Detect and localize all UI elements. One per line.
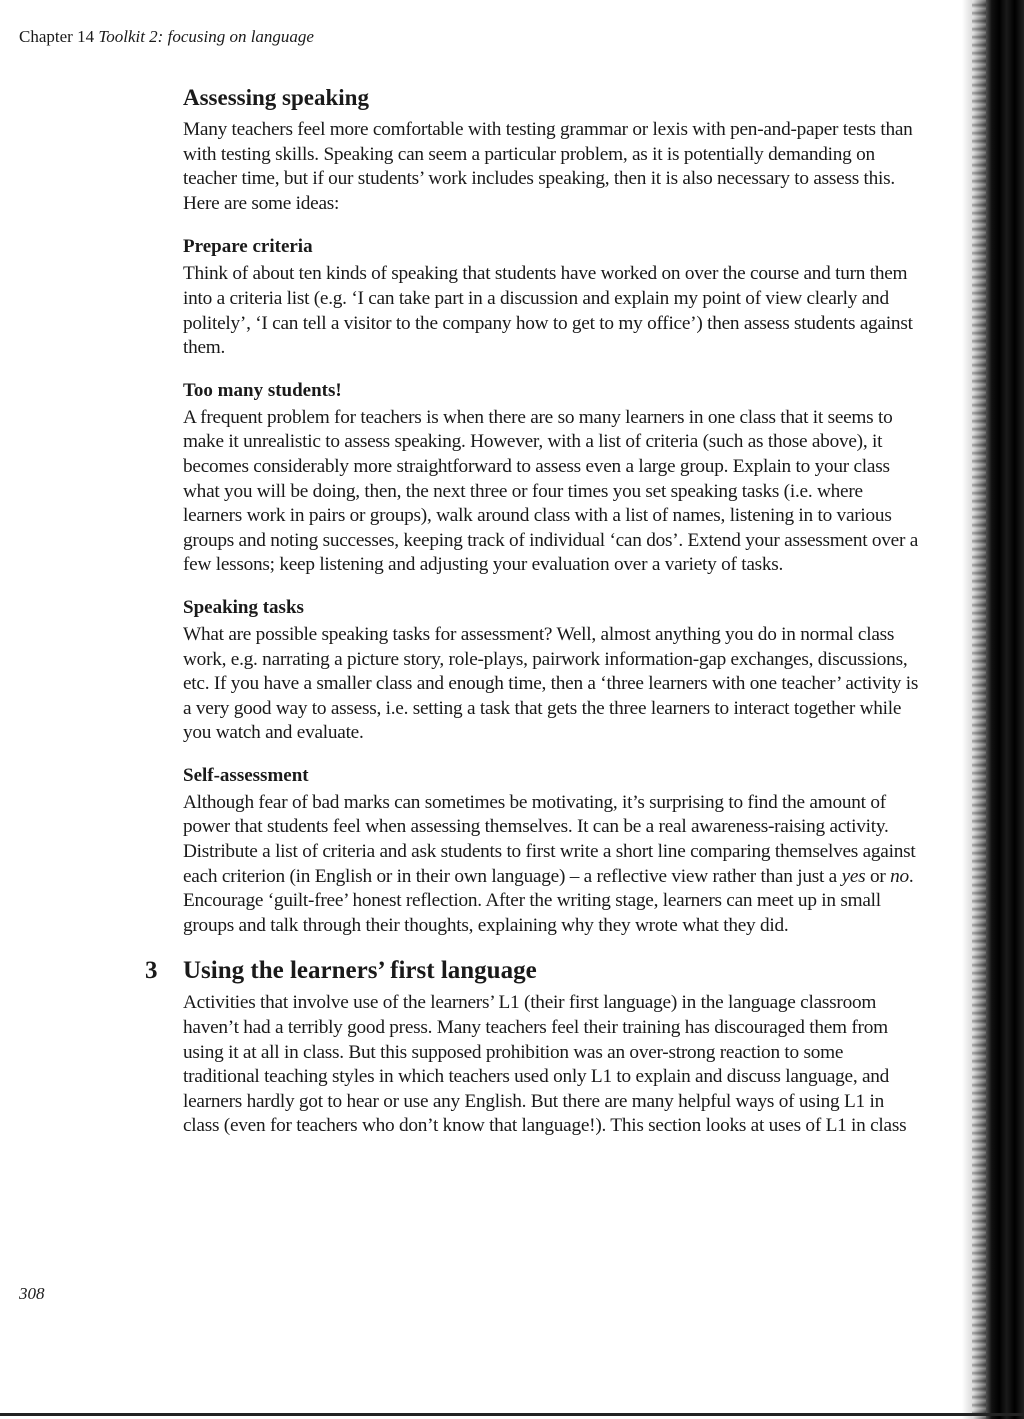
- section-3: [145, 956, 923, 1139]
- prepare-criteria-paragraph: Think of about ten kinds of speaking that students have worked on over the course and turn them into a criteria list (e.g. ‘I can take part in a discussion and explain my point of view clearly and politely’, ‘I can tell a visitor to the company how to get to my office’) then assess students against them.: [183, 263, 913, 359]
- self-assessment-text-start: Although fear of bad marks can sometimes be motivating, it’s surprising to find the amount of power that students feel when assessing themselves. It can be a real awareness-raising activity. Distribute a list of criteria and ask students to first write a short line comparing themselves against each criterion (in English or in their own language) – a reflective view rather than just a: [183, 791, 916, 887]
- section-3-title: Using the learners’ first language: [183, 957, 537, 985]
- self-assessment-text-end: . Encourage ‘guilt-free’ honest reflection. After the writing stage, learners can meet up in small groups and talk through their thoughts, explaining why they wrote what they did.: [183, 865, 914, 936]
- section-number: 3: [145, 957, 158, 985]
- or-connector: or: [865, 865, 891, 887]
- no-emphasis: no: [890, 865, 909, 887]
- toolkit-title: Toolkit 2: focusing on language: [98, 27, 314, 46]
- self-assessment-paragraph: [183, 791, 923, 939]
- yes-emphasis: yes: [841, 865, 866, 887]
- binding-texture: [972, 0, 986, 1419]
- speaking-tasks-heading: Speaking tasks: [183, 596, 304, 618]
- too-many-students-heading: Too many students!: [183, 379, 342, 401]
- chapter-label: Chapter 14: [19, 27, 95, 46]
- page-number: 308: [19, 1284, 45, 1303]
- assessing-intro-paragraph: Many teachers feel more comfortable with testing grammar or lexis with pen-and-paper tests than with testing skills. Speaking can seem a particular problem, as it is potentially demanding on teacher time, but if our students’ work includes speaking, then it is also necessary to assess this. Here are some ideas:: [183, 119, 913, 214]
- prepare-criteria-heading: Prepare criteria: [183, 236, 313, 258]
- self-assessment-heading: Self-assessment: [183, 764, 309, 786]
- too-many-students-paragraph: A frequent problem for teachers is when there are so many learners in one class that it seems to make it unrealistic to assess speaking. However, with a list of criteria (such as those above), it becomes considerably more straightforward to assess even a large group. Explain to your class what you will be doing, then, the next three or four times you set speaking tasks (i.e. where learners work in pairs or groups), walk around class with a list of names, listening in to various groups and noting successes, keeping track of individual ‘can dos’. Extend your assessment over a few lessons; keep listening and adjusting your evaluation over a variety of tasks.: [183, 406, 919, 576]
- assessing-speaking-heading: Assessing speaking: [183, 85, 369, 110]
- speaking-tasks-paragraph: What are possible speaking tasks for assessment? Well, almost anything you do in normal class work, e.g. narrating a picture story, role-plays, pairwork information-gap exchanges, discussions, etc. If you have a smaller class and enough time, then a ‘three learners with one teacher’ activity is a very good way to assess, i.e. setting a task that gets the three learners to interact together while you watch and evaluate.: [183, 623, 919, 744]
- running-header: [19, 26, 314, 48]
- bottom-edge-line: [0, 1413, 1024, 1416]
- section-3-paragraph: Activities that involve use of the learners’ L1 (their first language) in the language classroom haven’t had a terribly good press. Many teachers feel their training has discouraged them from using it at all in class. But this supposed prohibition was an over-strong reaction to some traditional teaching styles in which teachers used only L1 to explain and discuss language, and learners hardly got to hear or use any English. But there are many helpful ways of using L1 in class (even for teachers who don’t know that language!). This section looks at uses of L1 in class: [183, 992, 907, 1137]
- page-content: [145, 84, 923, 1139]
